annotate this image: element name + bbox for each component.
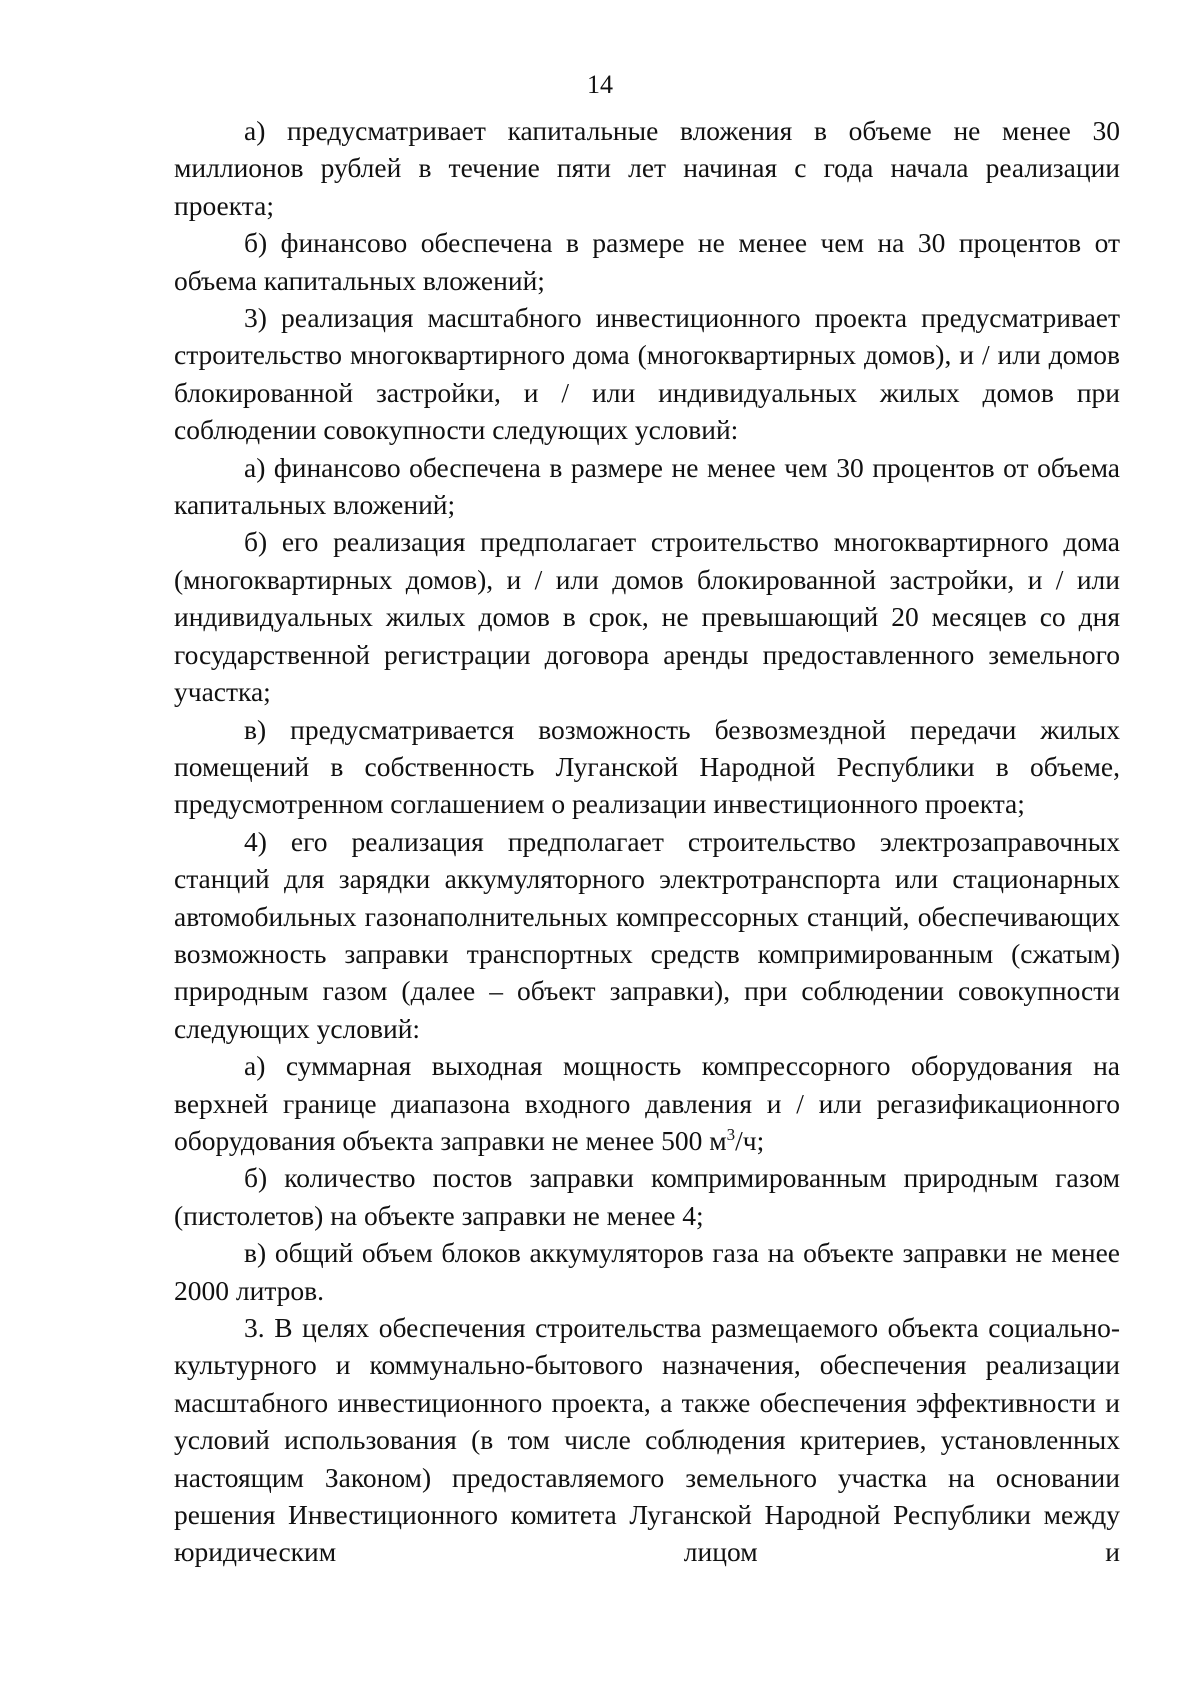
paragraph-section-3: 3. В целях обеспечения строительства размещаемого объекта социально-культурного и коммунально-бытового назначения, обеспечения реализации масштабного инвестиционного проекта, а также обеспечения эффективности и условий использования (в том числе соблюдения критериев, установленных настоящим Законом) предоставляемого земельного участка на основании решения Инвестиционного комитета Луганской Народной Республики между юридическим лицом и [174, 1312, 1120, 1568]
paragraph-4a-text: а) суммарная выходная мощность компрессорного оборудования на верхней границе диапазона входного давления и / или регазификационного оборудования объекта заправки не менее 500 м [174, 1050, 1120, 1156]
paragraph-1a: а) предусматривает капитальные вложения в объеме не менее 30 миллионов рублей в течение пяти лет начиная с года начала реализации проекта; [174, 115, 1120, 221]
paragraph-3b: б) его реализация предполагает строительство многоквартирного дома (многоквартирных домов), и / или домов блокированной застройки, и / или индивидуальных жилых домов в срок, не превышающий 20 месяцев со дня государственной регистрации договора аренды предоставленного земельного участка; [174, 526, 1120, 708]
document-body [174, 112, 1120, 1571]
page-number: 14 [587, 70, 613, 99]
paragraph-3c: в) предусматривается возможность безвозмездной передачи жилых помещений в собственность Луганской Народной Республики в объеме, предусмотренном соглашением о реализации инвестиционного проекта; [174, 713, 1120, 820]
paragraph-3: 3) реализация масштабного инвестиционного проекта предусматривает строительство многоквартирного дома (многоквартирных домов), и / или домов блокированной застройки, и / или индивидуальных жилых домов при соблюдении совокупности следующих условий: [174, 302, 1120, 446]
superscript-cube: 3 [726, 1124, 736, 1144]
paragraph-4b: б) количество постов заправки компримированным природным газом (пистолетов) на объекте заправки не менее 4; [174, 1162, 1120, 1231]
paragraph-3a: а) финансово обеспечена в размере не менее чем 30 процентов от объема капитальных вложений; [174, 451, 1120, 521]
paragraph-4: 4) его реализация предполагает строительство электрозаправочных станций для зарядки аккумуляторного электротранспорта или стационарных автомобильных газонаполнительных компрессорных станций, обеспечивающих возможность заправки транспортных средств компримированным (сжатым) природным газом (далее – объект заправки), при соблюдении совокупности следующих условий: [174, 825, 1120, 1044]
paragraph-4a-suffix: /ч; [735, 1124, 765, 1156]
paragraph-4a [174, 1047, 1120, 1159]
paragraph-4c: в) общий объем блоков аккумуляторов газа на объекте заправки не менее 2000 литров. [174, 1237, 1120, 1306]
paragraph-1b: б) финансово обеспечена в размере не менее чем на 30 процентов от объема капитальных вложений; [174, 227, 1120, 296]
